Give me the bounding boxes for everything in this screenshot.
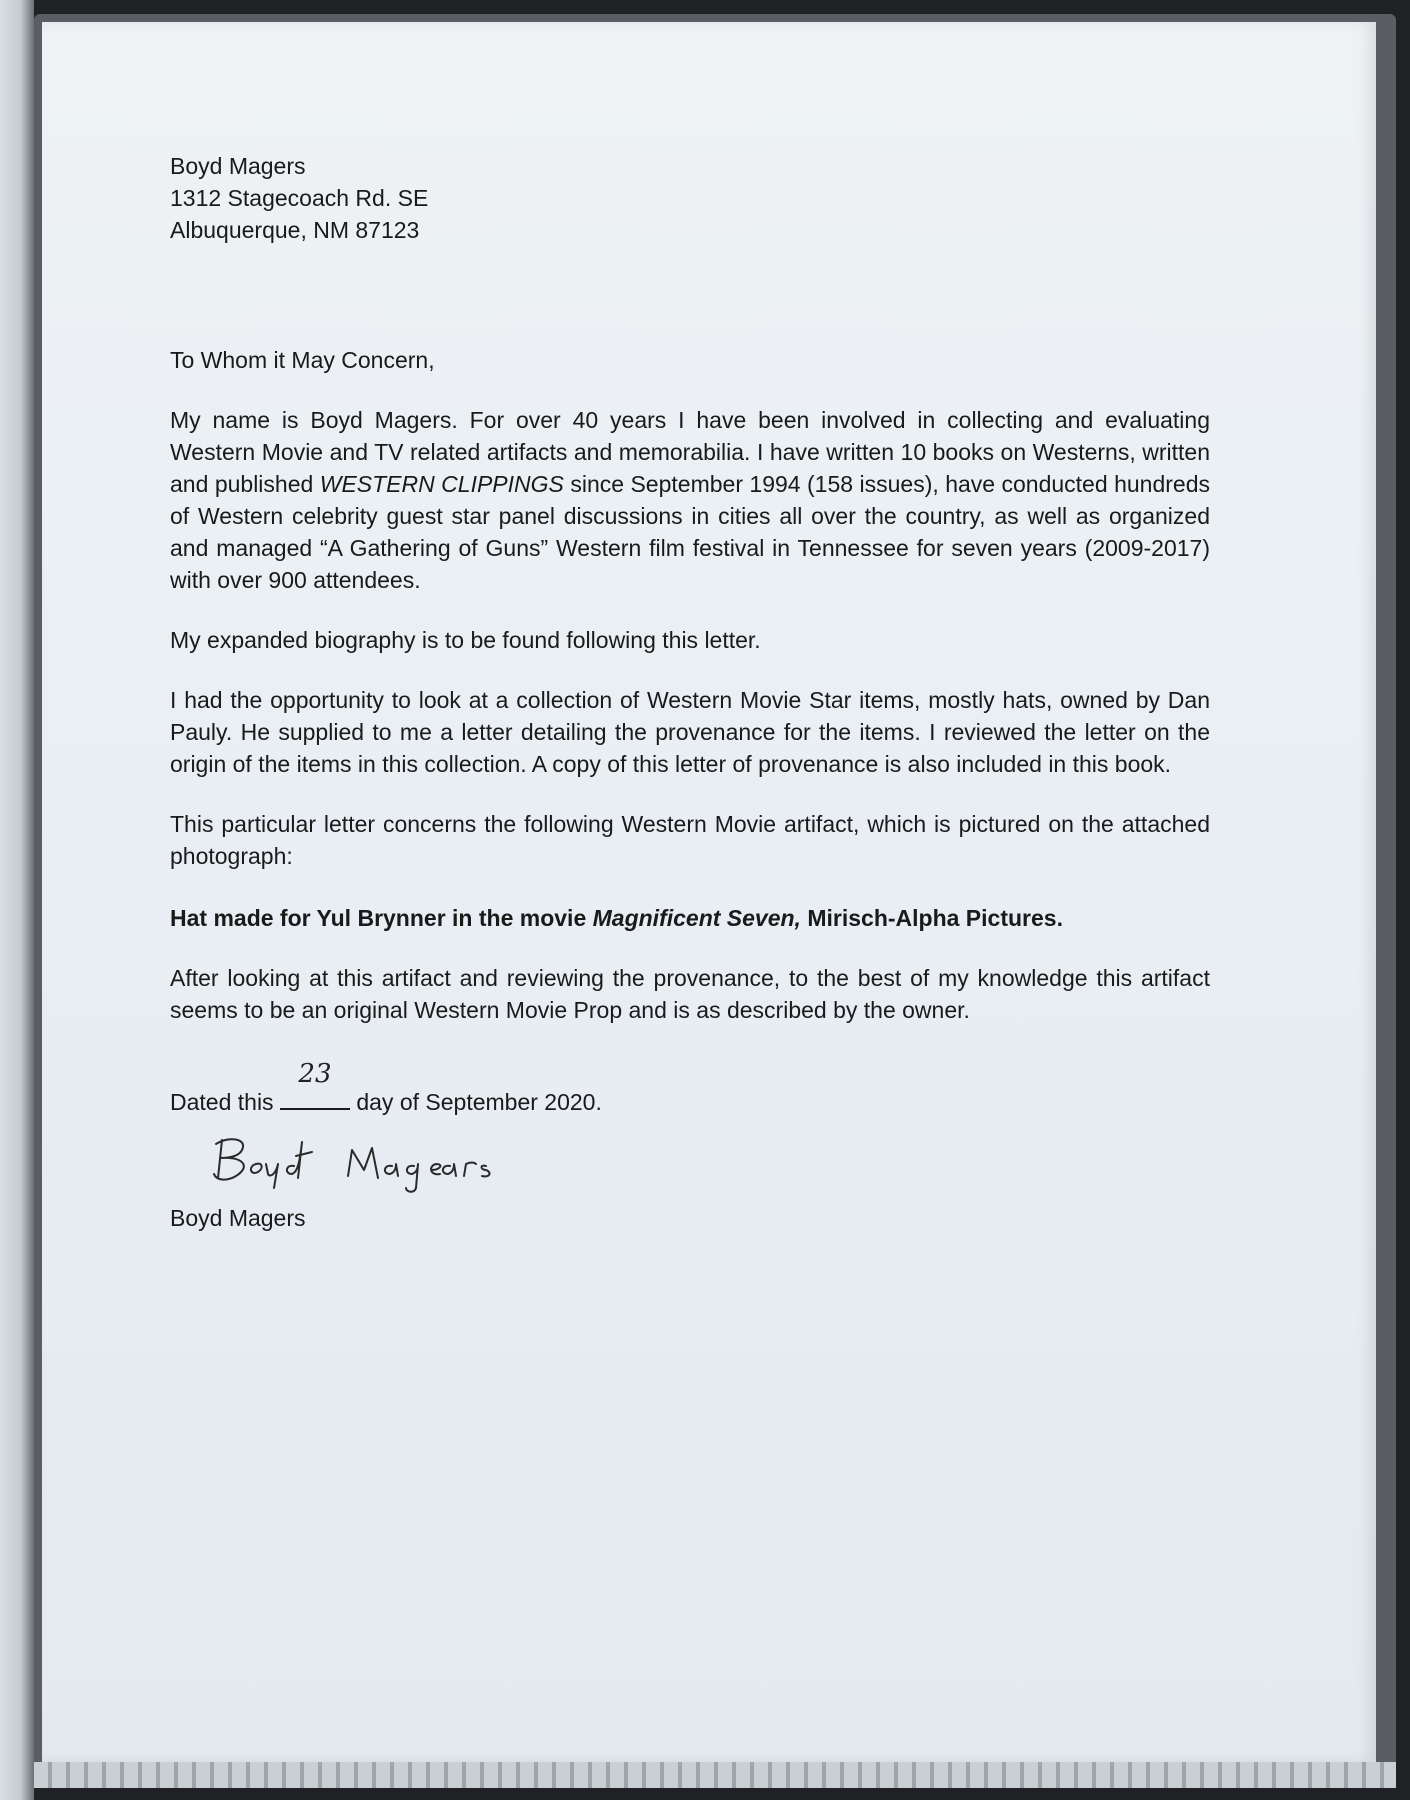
sleeve-bottom-edge	[34, 1762, 1396, 1788]
binder-spine	[0, 0, 34, 1800]
paragraph-credentials: My name is Boyd Magers. For over 40 years I have been involved in collecting and evaluating Western Movie and TV related artifacts and memorabilia. I have written 10 books on Westerns, written and published WESTERN CLIPPINGS since September 1994 (158 issues), have conducted hundreds of Western celebrity guest star panel discussions in cities all over the country, as well as organized and managed “A Gathering of Guns” Western film festival in Tennessee for seven years (2009-2017) with over 900 attendees.	[170, 407, 1210, 593]
paragraph-collection: I had the opportunity to look at a collection of Western Movie Star items, mostly hats, owned by Dan Pauly. He supplied to me a letter detailing the provenance for the items. I reviewed the letter on the origin of the items in this collection. A copy of this letter of provenance is also included in this book.	[170, 687, 1210, 777]
paragraph-conclusion: After looking at this artifact and reviewing the provenance, to the best of my knowledge this artifact seems to be an original Western Movie Prop and is as described by the owner.	[170, 965, 1210, 1023]
sender-address	[170, 150, 1210, 246]
sender-name: Boyd Magers	[170, 153, 306, 179]
date-line: Dated this 23 day of September 2020.	[170, 1059, 602, 1115]
publication-title: WESTERN CLIPPINGS	[319, 471, 564, 497]
letter-body	[170, 150, 1210, 1234]
date-blank	[280, 1059, 350, 1110]
salutation: To Whom it May Concern,	[170, 347, 435, 373]
movie-title: Magnificent Seven,	[592, 905, 801, 931]
paragraph-biography: My expanded biography is to be found following this letter.	[170, 627, 761, 653]
sender-street: 1312 Stagecoach Rd. SE	[170, 185, 429, 211]
paragraph-artifact-intro: This particular letter concerns the following Western Movie artifact, which is pictured on the attached photograph:	[170, 811, 1210, 869]
artifact-description: Hat made for Yul Brynner in the movie Magnificent Seven, Mirisch-Alpha Pictures.	[170, 905, 1063, 931]
signer-name: Boyd Magers	[170, 1205, 306, 1231]
handwritten-signature	[208, 1130, 508, 1200]
sender-city: Albuquerque, NM 87123	[170, 217, 420, 243]
handwritten-day: 23	[298, 1059, 332, 1089]
